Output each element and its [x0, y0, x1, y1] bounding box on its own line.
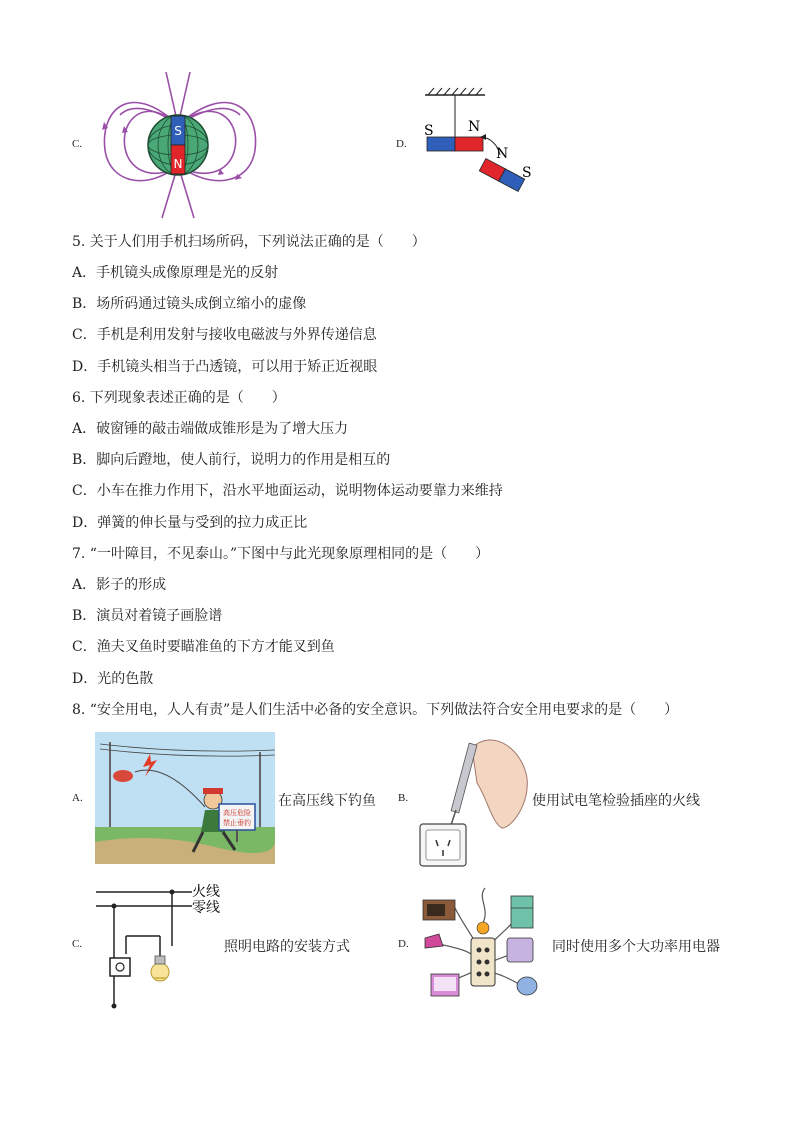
question-5-option-c: C．手机是利用发射与接收电磁波与外界传递信息 [72, 327, 377, 343]
q8-option-d-caption: 同时使用多个大功率用电器 [552, 939, 720, 955]
question-7-stem: 7. “一叶障目，不见泰山。”下图中与此光现象原理相同的是（ ） [72, 546, 490, 562]
second-south-pole: S [522, 165, 532, 181]
question-5-stem: 5. 关于人们用手机扫场所码，下列说法正确的是（ ） [72, 234, 426, 250]
question-7-option-a: A．影子的形成 [72, 577, 167, 593]
question-6-option-b: B．脚向后蹬地，使人前行，说明力的作用是相互的 [72, 452, 391, 468]
question-5-option-b: B．场所码通过镜头成倒立缩小的虚像 [72, 296, 307, 312]
q8-option-c-caption: 照明电路的安装方式 [224, 939, 350, 955]
second-north-pole: N [496, 146, 509, 162]
q8-option-a-caption: 在高压线下钓鱼 [278, 793, 376, 809]
hanging-south-pole: S [424, 123, 434, 139]
question-8-stem: 8. “安全用电，人人有责”是人们生活中必备的安全意识。下列做法符合安全用电要求的是（ ） [72, 702, 679, 718]
magnet-south-pole: S [174, 124, 182, 138]
warning-sign-line2: 禁止垂钓 [223, 819, 251, 827]
option-d-label: D. [396, 138, 407, 150]
live-wire-label: 火线 [192, 884, 220, 900]
hanging-north-pole: N [468, 119, 481, 135]
magnet-north-pole: N [173, 157, 183, 171]
question-5-option-d: D．手机镜头相当于凸透镜，可以用于矫正近视眼 [72, 359, 378, 375]
q8-option-a-label: A. [72, 792, 83, 804]
q8-option-b-label: B. [398, 792, 409, 804]
option-c-label: C. [72, 138, 83, 150]
warning-sign-line1: 高压危险 [223, 809, 251, 817]
question-6-stem: 6. 下列现象表述正确的是（ ） [72, 390, 286, 406]
question-7-option-c: C．渔夫叉鱼时要瞄准鱼的下方才能叉到鱼 [72, 639, 335, 655]
test-pen-socket-illustration [412, 728, 532, 868]
question-6-option-d: D．弹簧的伸长量与受到的拉力成正比 [72, 515, 308, 531]
question-5-option-a: A．手机镜头成像原理是光的反射 [72, 265, 279, 281]
hanging-magnet-figure [410, 85, 540, 205]
fishing-power-line-illustration [95, 732, 275, 864]
lighting-circuit-diagram [92, 880, 232, 1010]
globe-magnet-figure [90, 70, 270, 220]
overloaded-power-strip-illustration [415, 878, 555, 1008]
question-7-option-d: D．光的色散 [72, 671, 154, 687]
q8-option-c-label: C. [72, 938, 83, 950]
question-6-option-c: C．小车在推力作用下，沿水平地面运动，说明物体运动要靠力来维持 [72, 483, 503, 499]
q8-option-d-label: D. [398, 938, 409, 950]
q8-option-b-caption: 使用试电笔检验插座的火线 [532, 793, 700, 809]
question-7-option-b: B．演员对着镜子画脸谱 [72, 608, 223, 624]
question-6-option-a: A．破窗锤的敲击端做成锥形是为了增大压力 [72, 421, 349, 437]
neutral-wire-label: 零线 [192, 900, 220, 916]
